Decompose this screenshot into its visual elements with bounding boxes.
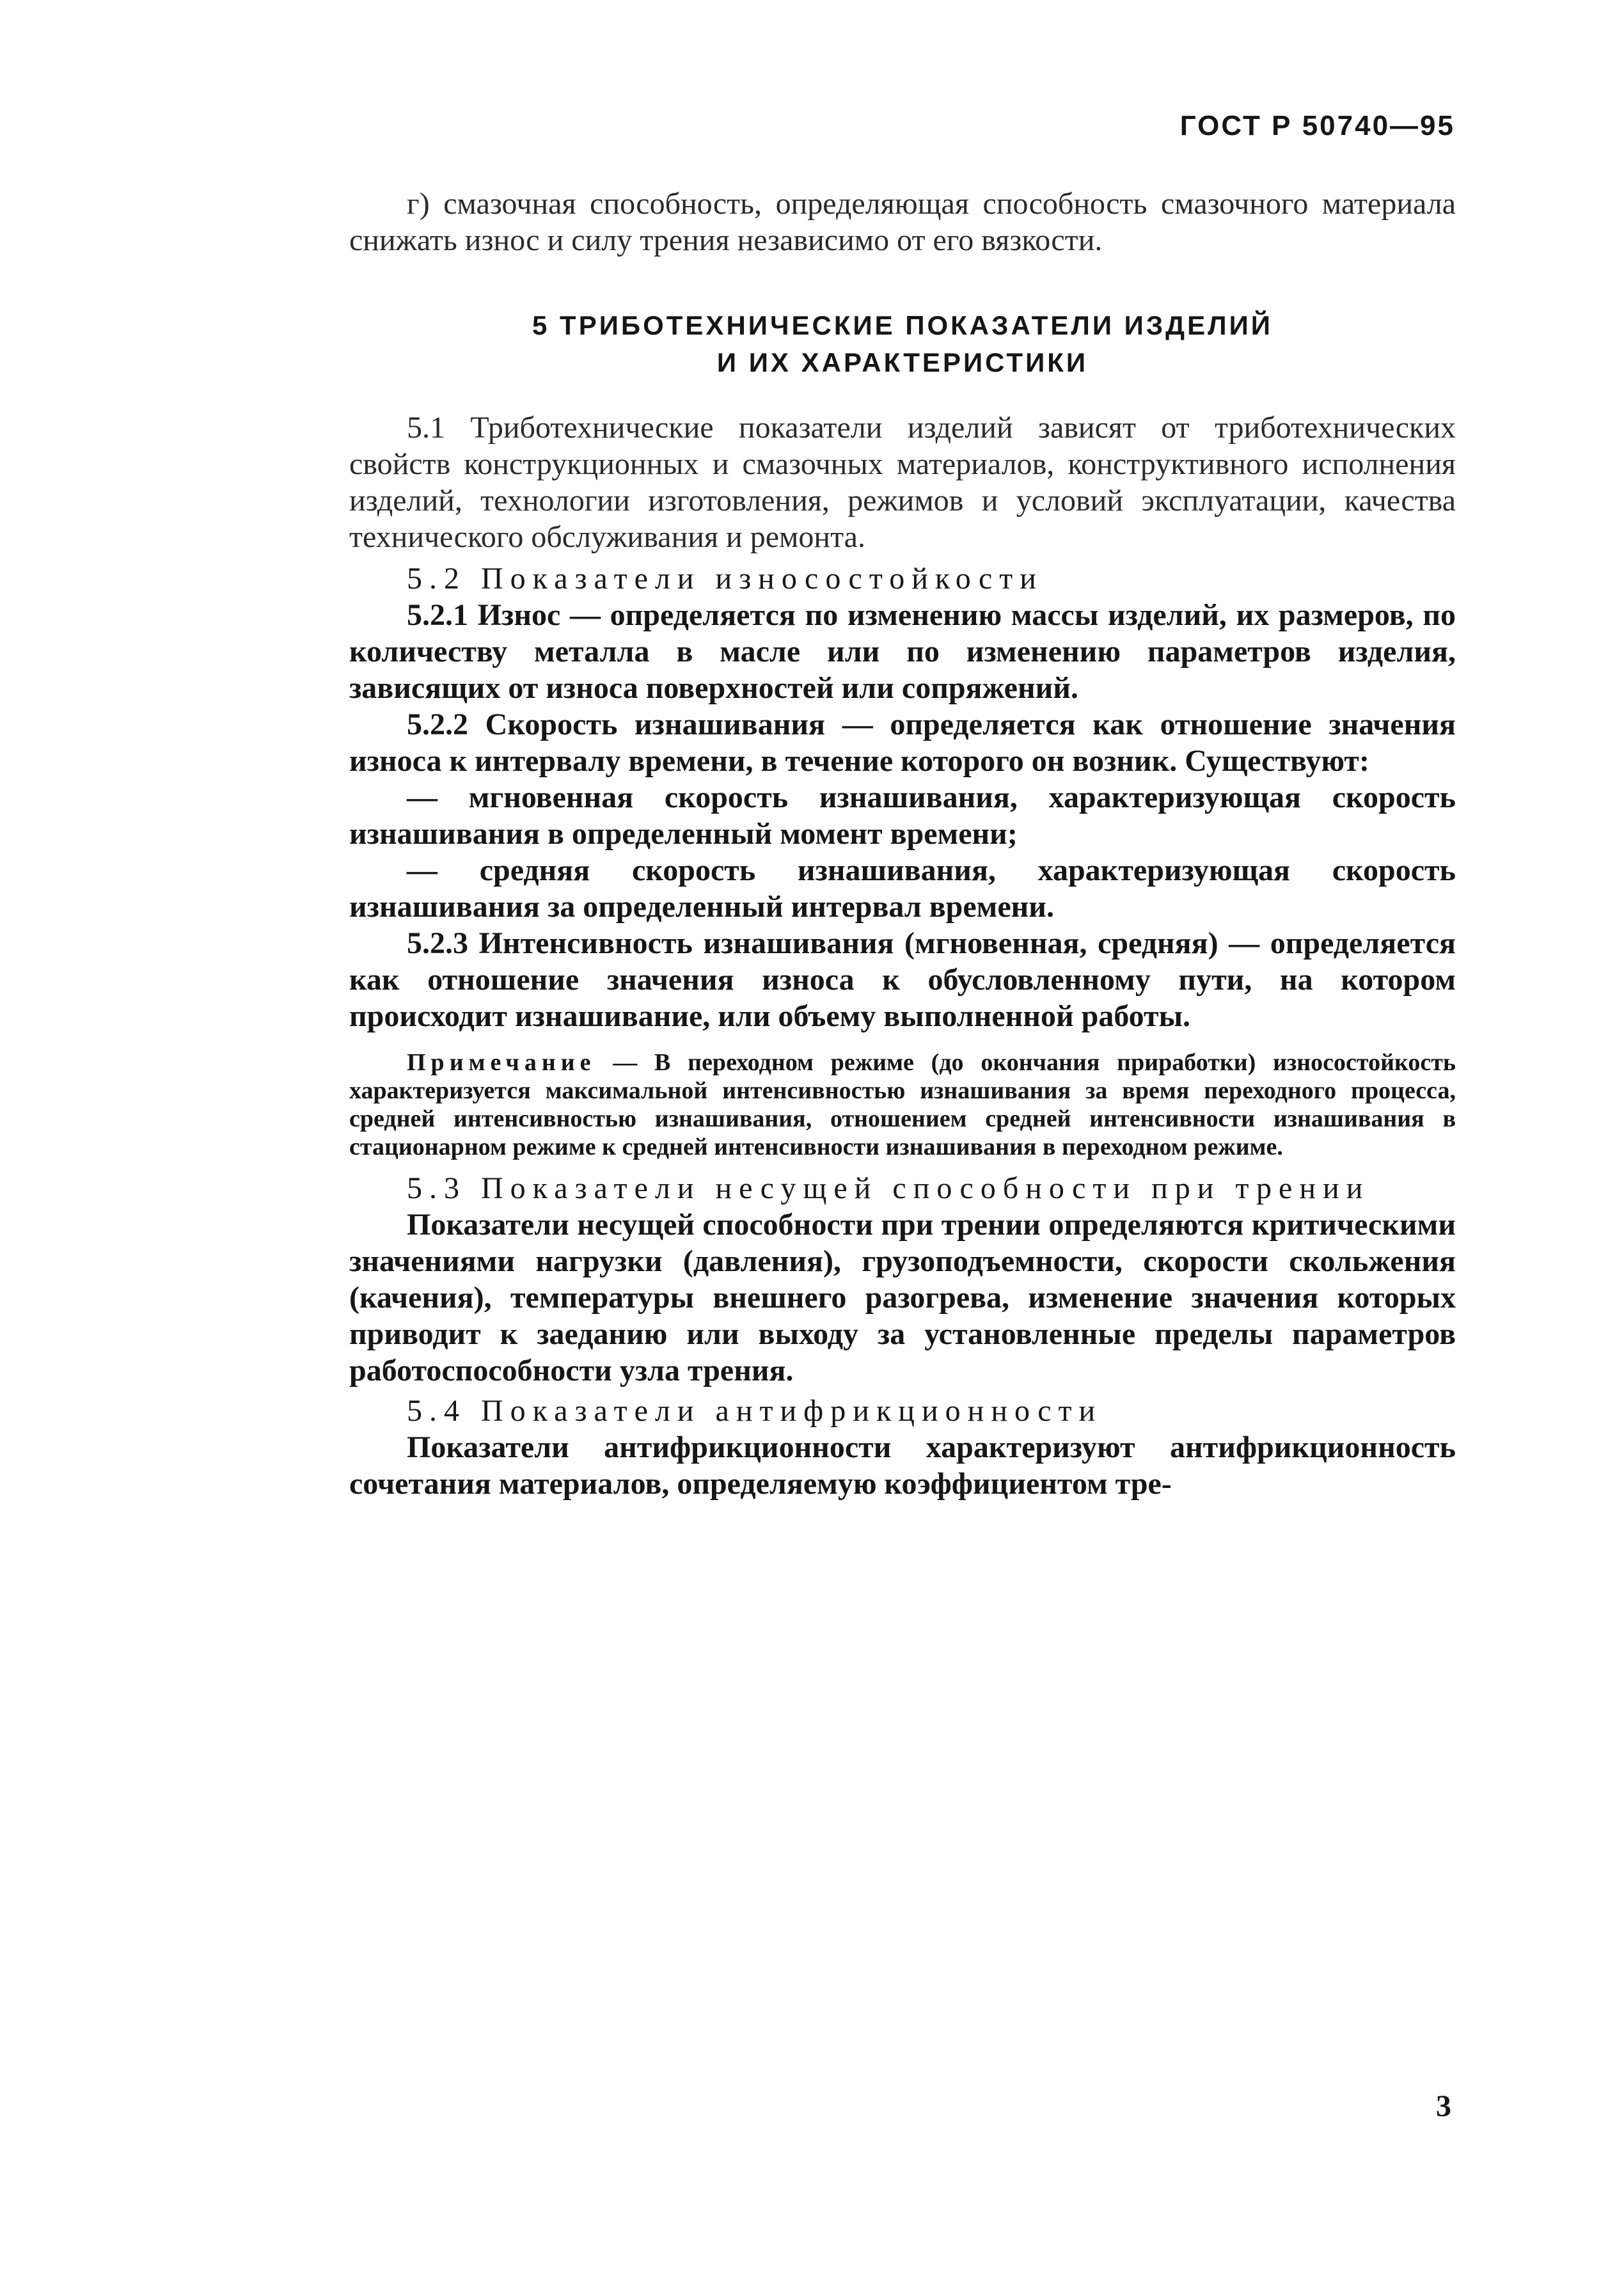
- note: [349, 1048, 1456, 1161]
- page-number: 3: [1436, 2089, 1451, 2123]
- list-item-average-rate: — средняя скорость изнашивания, характеризующая скорость изнашивания за определенный интервал времени.: [349, 853, 1456, 924]
- note-text: — В переходном режиме (до окончания приработки) износостойкость характеризуется максимальной интенсивностью изнашивания за время переходного процесса, средней интенсивностью изнашивания, отношением средней интенсивности изнашивания в стационарном режиме к средней интенсивности изнашивания в переходном режиме.: [349, 1049, 1456, 1160]
- paragraph-5-4: Показатели антифрикционности характеризуют антифрикционность сочетания материалов, определяемую коэффициентом тре-: [349, 1430, 1456, 1501]
- intro-item-g: г) смазочная способность, определяющая способность смазочного материала снижать износ и силу трения независимо от его вязкости.: [349, 187, 1456, 257]
- heading-5-2: 5.2 Показатели износостойкости: [407, 562, 1043, 596]
- paragraph-5-3: Показатели несущей способности при трении определяются критическими значениями нагрузки (давления), грузоподъемности, скорости скольжения (качения), температуры внешнего разогрева, изменение значения которых приводит к заеданию или выходу за установленные пределы параметров работоспособности узла трения.: [349, 1208, 1456, 1387]
- note-label: Примечание: [407, 1049, 596, 1076]
- paragraph-5-2-2: 5.2.2 Скорость изнашивания — определяется как отношение значения износа к интервалу времени, в течение которого он возник. Существуют:: [349, 708, 1456, 778]
- paragraph-5-2-1: 5.2.1 Износ — определяется по изменению массы изделий, их размеров, по количеству металла в масле или по изменению параметров изделия, зависящих от износа поверхностей или сопряжений.: [349, 598, 1456, 705]
- heading-5-4: 5.4 Показатели антифрикционности: [407, 1394, 1103, 1428]
- paragraph-5-2-3: 5.2.3 Интенсивность изнашивания (мгновенная, средняя) — определяется как отношение значения износа к обусловленному пути, на котором происходит изнашивание, или объему выполненной работы.: [349, 926, 1456, 1033]
- list-item-instant-rate: — мгновенная скорость изнашивания, характеризующая скорость изнашивания в определенный момент времени;: [349, 780, 1456, 851]
- section-5-title: [349, 307, 1456, 381]
- standard-header: ГОСТ Р 50740—95: [1179, 110, 1455, 141]
- section-title-line-2: И ИХ ХАРАКТЕРИСТИКИ: [716, 347, 1089, 377]
- section-5-body: [349, 409, 1456, 1502]
- paragraph-5-1: 5.1 Триботехнические показатели изделий зависят от триботехнических свойств конструкционных и смазочных материалов, конструктивного исполнения изделий, технологии изготовления, режимов и условий эксплуатации, качества технического обслуживания и ремонта.: [349, 411, 1456, 554]
- intro-block: [349, 186, 1456, 258]
- heading-5-3: 5.3 Показатели несущей способности при трении: [407, 1171, 1370, 1205]
- section-title-line-1: 5 ТРИБОТЕХНИЧЕСКИЕ ПОКАЗАТЕЛИ ИЗДЕЛИЙ: [532, 310, 1273, 340]
